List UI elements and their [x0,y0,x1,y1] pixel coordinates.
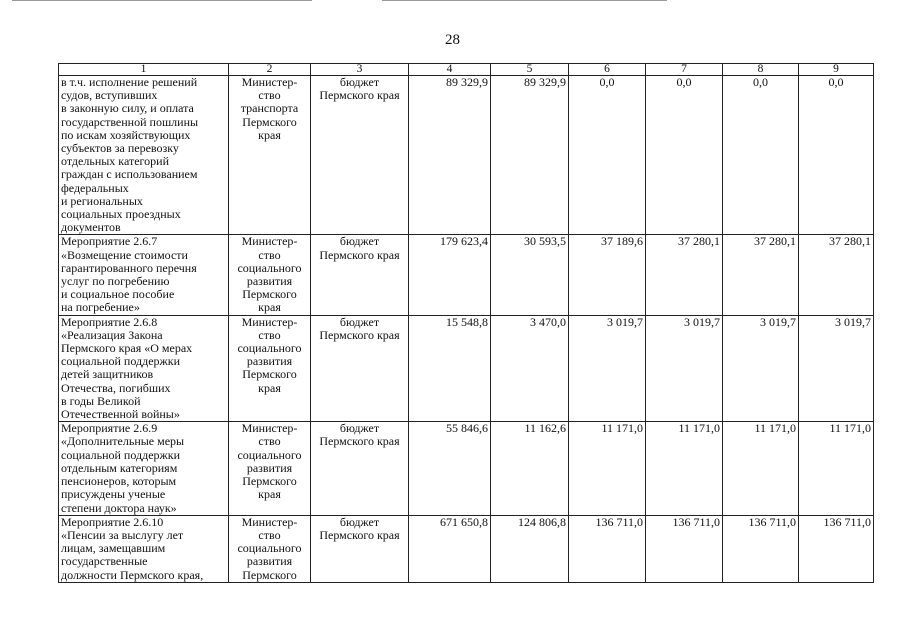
executor-cell: Министер- ство социального развития Пермского края [229,422,311,515]
value-cell: 11 162,6 [491,422,569,515]
activity-name-cell: Мероприятие 2.6.8 «Реализация Закона Пермского края «О мерах социальной поддержки детей защитников Отечества, погибших в годы Великой Отечественной войны» [59,315,229,422]
table-row [59,422,874,515]
funding-source-cell: бюджет Пермского края [311,315,409,422]
executor-cell: Министер- ство социального развития Пермского края [229,235,311,315]
value-cell: 136 711,0 [799,515,874,582]
value-cell: 89 329,9 [491,76,569,235]
funding-source-cell: бюджет Пермского края [311,422,409,515]
value-cell: 37 280,1 [646,235,723,315]
value-cell: 124 806,8 [491,515,569,582]
funding-source-cell: бюджет Пермского края [311,515,409,582]
column-header: 7 [646,64,723,76]
funding-source-cell: бюджет Пермского края [311,235,409,315]
value-cell: 30 593,5 [491,235,569,315]
value-cell: 3 019,7 [799,315,874,422]
value-cell: 37 280,1 [799,235,874,315]
table-header-row [59,64,874,76]
column-header: 9 [799,64,874,76]
page-number: 28 [445,32,460,48]
column-header: 3 [311,64,409,76]
value-cell: 0,0 [723,76,799,235]
value-cell: 37 189,6 [569,235,646,315]
table-row [59,235,874,315]
executor-cell: Министер- ство социального развития Пермского [229,515,311,582]
value-cell: 37 280,1 [723,235,799,315]
value-cell: 179 623,4 [409,235,491,315]
value-cell: 89 329,9 [409,76,491,235]
funding-source-cell: бюджет Пермского края [311,76,409,235]
table-row [59,515,874,582]
value-cell: 11 171,0 [646,422,723,515]
column-header: 6 [569,64,646,76]
value-cell: 3 019,7 [723,315,799,422]
value-cell: 0,0 [799,76,874,235]
column-header: 1 [59,64,229,76]
activity-name-cell: Мероприятие 2.6.9 «Дополнительные меры социальной поддержки отдельным категориям пенсионеров, которым присуждены ученые степени доктора наук» [59,422,229,515]
value-cell: 55 846,6 [409,422,491,515]
value-cell: 3 470,0 [491,315,569,422]
table-row [59,315,874,422]
value-cell: 136 711,0 [569,515,646,582]
table-row [59,76,874,235]
column-header: 8 [723,64,799,76]
executor-cell: Министер- ство транспорта Пермского края [229,76,311,235]
top-edge-line-right [382,0,667,1]
value-cell: 136 711,0 [646,515,723,582]
activity-name-cell: Мероприятие 2.6.10 «Пенсии за выслугу лет лицам, замещавшим государственные должности Пермского края, [59,515,229,582]
value-cell: 15 548,8 [409,315,491,422]
activity-name-cell: Мероприятие 2.6.7 «Возмещение стоимости гарантированного перечня услуг по погребению и социальное пособие на погребение» [59,235,229,315]
value-cell: 11 171,0 [723,422,799,515]
column-header: 4 [409,64,491,76]
top-edge-line-left [12,0,312,1]
value-cell: 3 019,7 [569,315,646,422]
executor-cell: Министер- ство социального развития Пермского края [229,315,311,422]
column-header: 2 [229,64,311,76]
value-cell: 3 019,7 [646,315,723,422]
column-header: 5 [491,64,569,76]
value-cell: 136 711,0 [723,515,799,582]
value-cell: 0,0 [569,76,646,235]
value-cell: 671 650,8 [409,515,491,582]
value-cell: 0,0 [646,76,723,235]
value-cell: 11 171,0 [569,422,646,515]
value-cell: 11 171,0 [799,422,874,515]
activity-name-cell: в т.ч. исполнение решений судов, вступивших в законную силу, и оплата государственной пошлины по искам хозяйствующих субъектов за перевозку отдельных категорий граждан с использованием федеральных и региональных социальных проездных документов [59,76,229,235]
budget-table [58,63,874,583]
